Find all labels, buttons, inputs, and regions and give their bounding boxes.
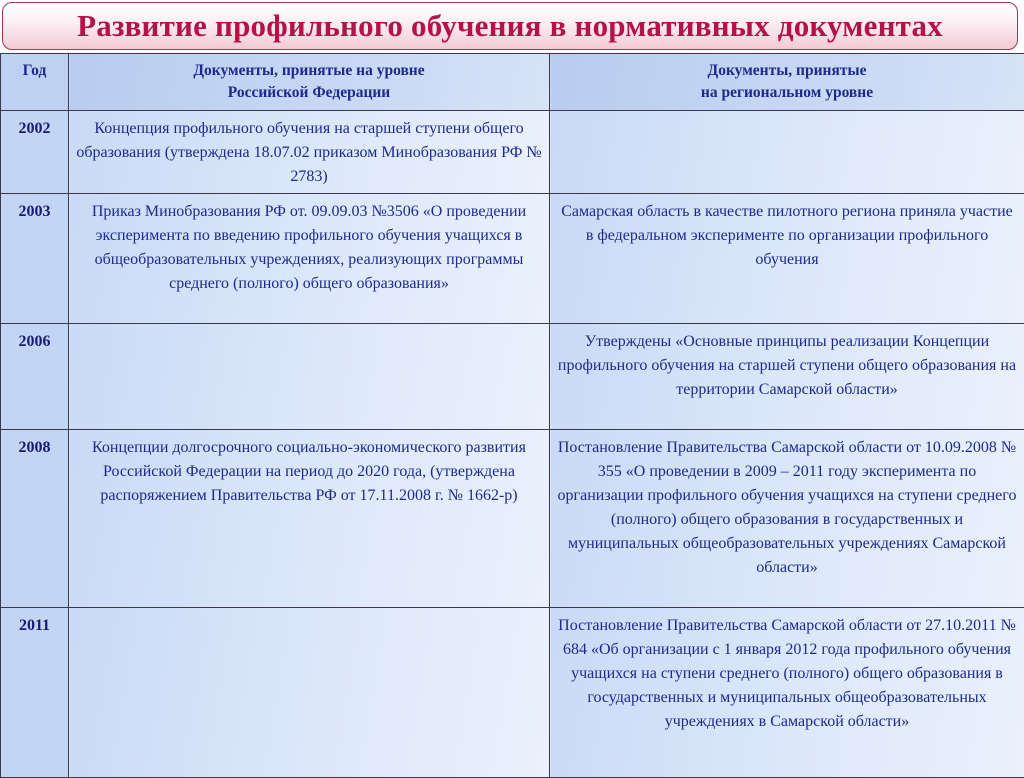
title-banner <box>2 2 1018 50</box>
row-federal-doc <box>69 608 550 778</box>
header-federal-line1: Документы, принятые на уровне <box>69 60 549 82</box>
row-regional-doc <box>550 111 1024 194</box>
table-header-row <box>1 54 1024 111</box>
header-regional <box>550 54 1024 111</box>
row-year: 2008 <box>1 430 69 608</box>
row-federal-doc <box>69 324 550 430</box>
documents-table <box>0 53 1024 778</box>
row-regional-doc: Самарская область в качестве пилотного региона приняла участие в федеральном эксперименте по организации профильного обучения <box>550 194 1024 324</box>
header-federal <box>69 54 550 111</box>
header-year: Год <box>1 54 69 111</box>
row-federal-doc: Приказ Минобразования РФ от. 09.09.03 №3506 «О проведении эксперимента по введению профильного обучения учащихся в общеобразовательных учреждениях, реализующих программы среднего (полного) общего образования» <box>69 194 550 324</box>
table-row <box>1 324 1024 430</box>
row-year: 2011 <box>1 608 69 778</box>
row-regional-doc: Постановление Правительства Самарской области от 10.09.2008 № 355 «О проведении в 2009 – 2011 году эксперимента по организации профильного обучения учащихся на ступени среднего (полного) общего образования в государственных и муниципальных общеобразовательных учреждениях Самарской области» <box>550 430 1024 608</box>
row-year: 2006 <box>1 324 69 430</box>
table-row <box>1 430 1024 608</box>
row-federal-doc: Концепции долгосрочного социально-экономического развития Российской Федерации на период до 2020 года, (утверждена распоряжением Правительства РФ от 17.11.2008 г. № 1662-р) <box>69 430 550 608</box>
header-federal-line2: Российской Федерации <box>69 82 549 104</box>
row-year: 2003 <box>1 194 69 324</box>
header-regional-line2: на региональном уровне <box>550 82 1024 104</box>
header-regional-line1: Документы, принятые <box>550 60 1024 82</box>
row-regional-doc: Постановление Правительства Самарской области от 27.10.2011 № 684 «Об организации с 1 января 2012 года профильного обучения учащихся на ступени среднего (полного) общего образования в государственных и муниципальных общеобразовательных учреждениях в Самарской области» <box>550 608 1024 778</box>
row-federal-doc: Концепция профильного обучения на старшей ступени общего образования (утверждена 18.07.02 приказом Минобразования РФ № 2783) <box>69 111 550 194</box>
table-row <box>1 111 1024 194</box>
table-row <box>1 608 1024 778</box>
slide-title: Развитие профильного обучения в нормативных документах <box>77 8 943 44</box>
row-year: 2002 <box>1 111 69 194</box>
table-row <box>1 194 1024 324</box>
row-regional-doc: Утверждены «Основные принципы реализации Концепции профильного обучения на старшей ступени общего образования на территории Самарской области» <box>550 324 1024 430</box>
